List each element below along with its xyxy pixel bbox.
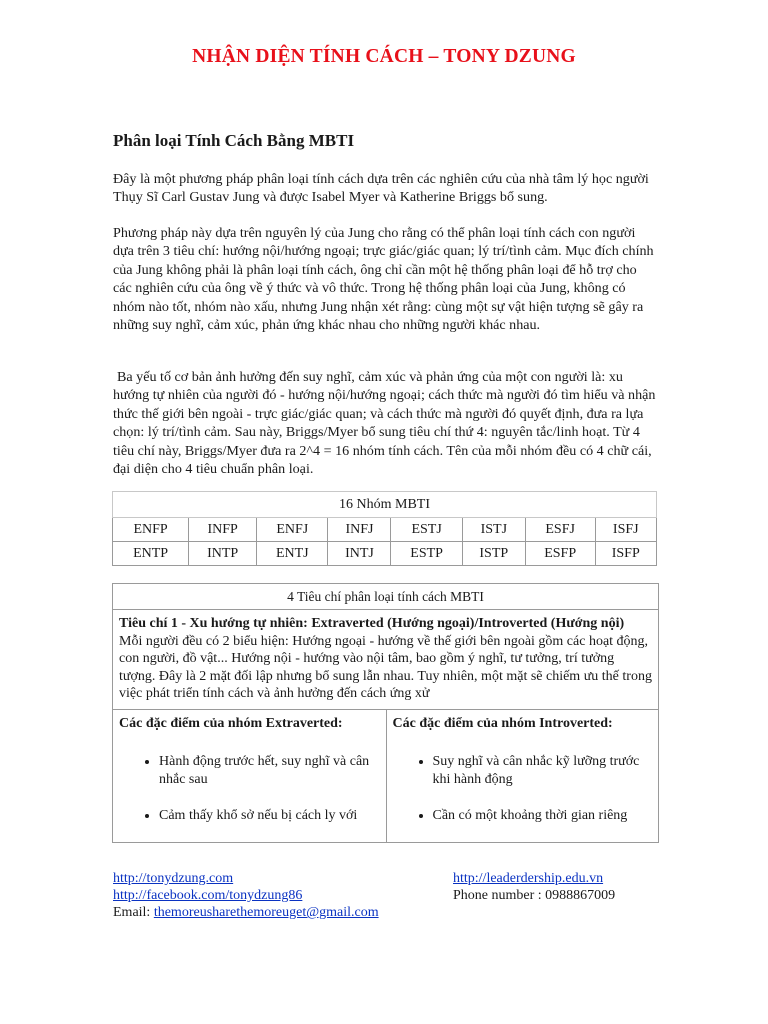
criterion-title: Tiêu chí 1 - Xu hướng tự nhiên: Extraverted (Hướng ngoại)/Introverted (Hướng nội) <box>119 616 625 631</box>
table-cell: ENFP <box>113 518 189 542</box>
extraverted-title: Các đặc điểm của nhóm Extraverted: <box>119 715 343 731</box>
table-row <box>113 518 657 542</box>
phone-number: Phone number : 0988867009 <box>453 888 616 903</box>
mbti-table-caption: 16 Nhóm MBTI <box>113 492 657 518</box>
criterion-columns <box>113 710 658 844</box>
paragraph-intro: Đây là một phương pháp phân loại tính cách dựa trên các nghiên cứu của nhà tâm lý học người Thụy Sĩ Carl Gustav Jung và được Isabel Myer và Katherine Briggs bổ sung. <box>113 171 649 206</box>
table-cell: INTJ <box>328 542 391 566</box>
table-cell: INFJ <box>328 518 391 542</box>
criterion-text: Mỗi người đều có 2 biểu hiện: Hướng ngoại - hướng về thế giới bên ngoài gồm các hoạt động, con người, đồ vật... Hướng nội - hướng vào nội tâm, bao gồm ý nghĩ, tư tưởng, trí tưởng tượng. Đây là 2 mặt đối lập nhưng bổ sung lẫn nhau. Tuy nhiên, một mặt sẽ chiếm ưu thế trong việc phát triển tính cách và ảnh hưởng đến cách ứng xử <box>119 633 652 701</box>
table-cell: ENFJ <box>257 518 328 542</box>
table-cell: ESFJ <box>525 518 595 542</box>
facebook-link[interactable]: http://facebook.com/tonydzung86 <box>113 888 303 903</box>
introverted-list <box>393 753 653 825</box>
table-cell: ESFP <box>525 542 595 566</box>
table-cell: INTP <box>189 542 257 566</box>
introverted-column <box>386 710 659 844</box>
table-cell: ENTJ <box>257 542 328 566</box>
page-title: NHẬN DIỆN TÍNH CÁCH – TONY DZUNG <box>192 46 576 67</box>
section-heading: Phân loại Tính Cách Bằng MBTI <box>113 131 355 150</box>
table-row <box>113 542 657 566</box>
extraverted-list <box>119 753 380 825</box>
criterion-block <box>113 610 658 710</box>
table-cell: ISFJ <box>595 518 657 542</box>
table-cell: ENTP <box>113 542 189 566</box>
email-label: Email: <box>113 905 154 920</box>
footer-contacts <box>113 870 379 921</box>
introverted-title: Các đặc điểm của nhóm Introverted: <box>392 715 613 731</box>
list-item: • Suy nghĩ và cân nhắc kỹ lưỡng trước khi hành động <box>433 753 653 789</box>
extraverted-column <box>113 710 386 844</box>
table-cell: ESTP <box>391 542 462 566</box>
list-item: • Hành động trước hết, suy nghĩ và cân nhắc sau <box>159 753 380 789</box>
criteria-table <box>112 583 659 843</box>
website-link[interactable]: http://tonydzung.com <box>113 871 234 886</box>
table-cell: ISFP <box>595 542 657 566</box>
list-item: • Cần có một khoảng thời gian riêng <box>433 807 653 825</box>
table-cell: ESTJ <box>391 518 462 542</box>
table-cell: INFP <box>189 518 257 542</box>
paragraph-factors: Ba yếu tố cơ bản ảnh hưởng đến suy nghĩ, cảm xúc và phản ứng của một con người là: xu hướng tự nhiên của người đó - hướng nội/hướng ngoại; cách thức mà người đó tìm hiểu và nhận thức thế giới bên ngoài - trực giác/giác quan; và cách thức mà người đó quyết định, đưa ra lựa chọn: lý trí/tình cảm. Sau này, Briggs/Myer bổ sung tiêu chí thứ 4: nguyên tắc/linh hoạt. Từ 4 tiêu chí này, Briggs/Myer đưa ra 2^4 = 16 nhóm tính cách. Tên của mỗi nhóm đều có 4 chữ cái, đại diện cho 4 tiêu chuẩn phân loại. <box>113 369 656 478</box>
table-cell: ISTP <box>462 542 525 566</box>
email-link[interactable]: themoreusharethemoreuget@gmail.com <box>153 905 379 920</box>
criteria-table-caption: 4 Tiêu chí phân loại tính cách MBTI <box>113 584 658 610</box>
table-cell: ISTJ <box>462 518 525 542</box>
mbti-types-table <box>112 491 657 566</box>
paragraph-method: Phương pháp này dựa trên nguyên lý của Jung cho rằng có thể phân loại tính cách con người dựa trên 3 tiêu chí: hướng nội/hướng ngoại; trực giác/giác quan; lý trí/tình cảm. Mục đích chính của Jung không phải là phân loại tính cách, ông chỉ cần một hệ thống phân loại để hỗ trợ cho các nghiên cứu của ông về ý thức và vô thức. Trong hệ thống phân loại của Jung, không có nhóm nào tốt, nhóm nào xấu, nhưng Jung nhận xét rằng: cùng một sự vật hiện tượng sẽ gây ra những suy nghĩ, cảm xúc, phản ứng khác nhau cho những người khác nhau. <box>113 225 654 334</box>
leadership-link[interactable]: http://leaderdership.edu.vn <box>453 871 604 886</box>
list-item: • Cảm thấy khổ sở nếu bị cách ly với <box>159 807 380 825</box>
footer-contacts-right <box>453 870 615 904</box>
